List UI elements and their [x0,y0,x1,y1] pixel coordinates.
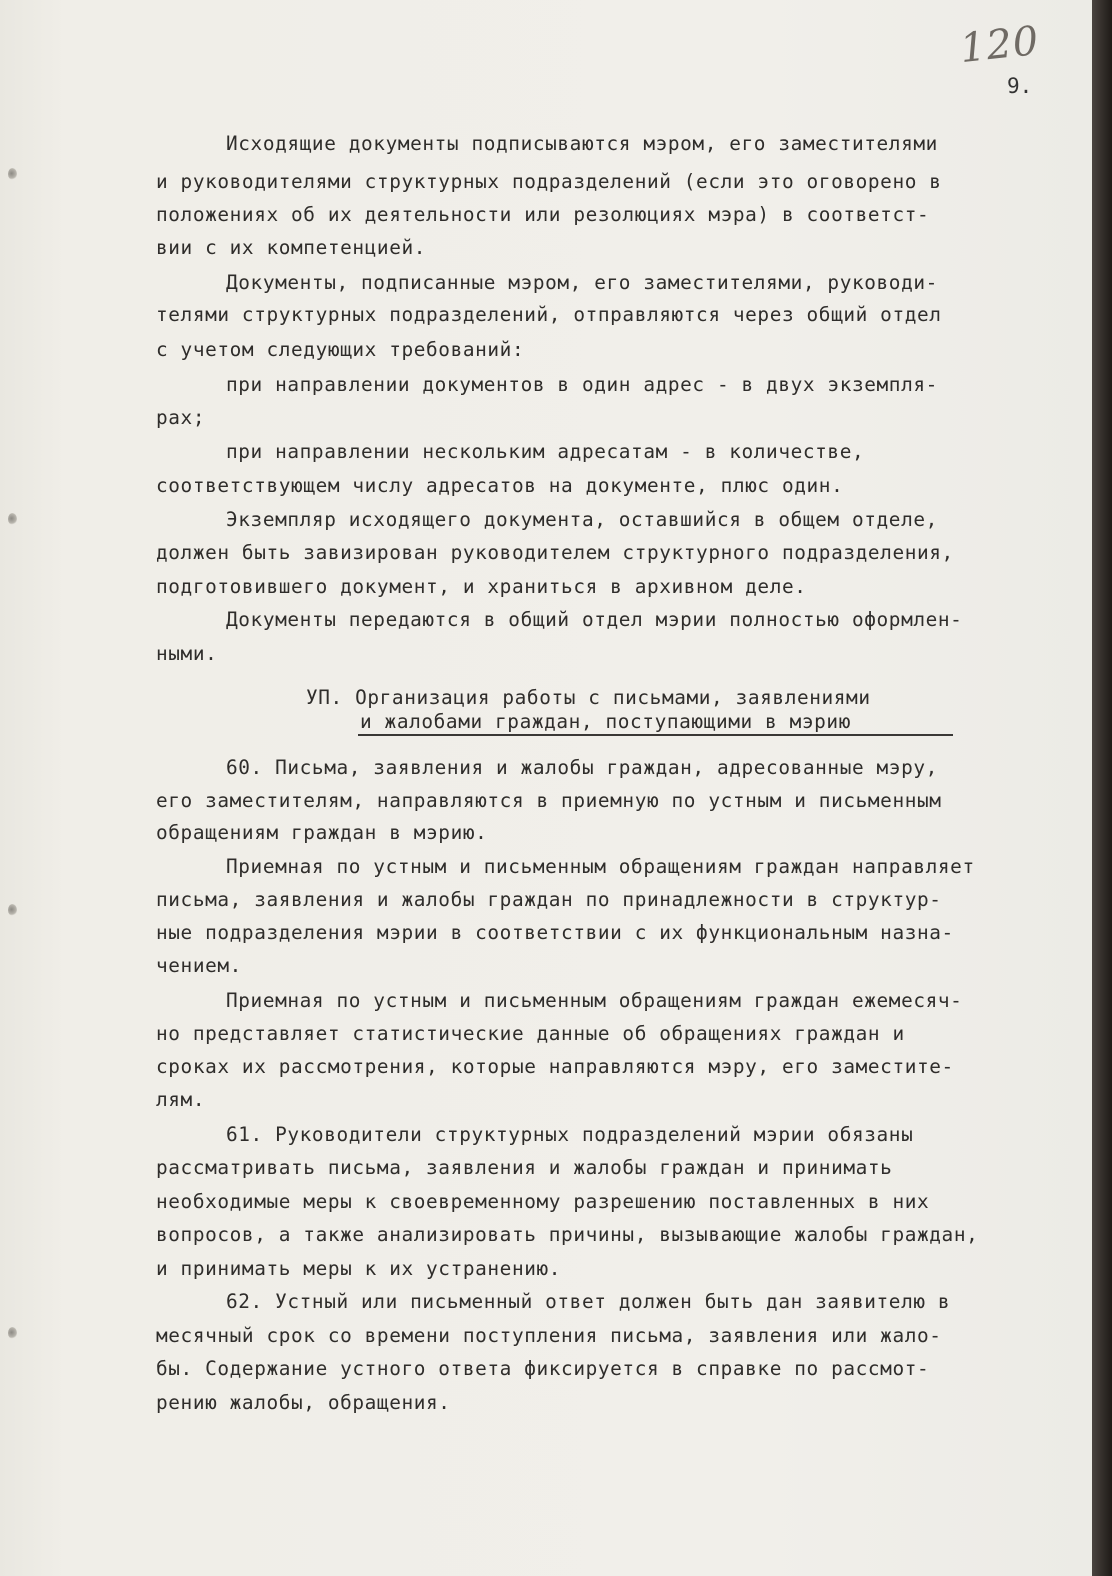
text-line: письма, заявления и жалобы граждан по принадлежности в структур- [156,888,942,911]
text-line: его заместителям, направляются в приемную по устным и письменным [156,789,942,812]
text-line: при направлении нескольким адресатам - в количестве, [226,440,865,463]
text-line: Приемная по устным и письменным обращениям граждан ежемесяч- [226,989,963,1012]
text-line: 60. Письма, заявления и жалобы граждан, адресованные мэру, [226,756,938,779]
punch-hole [8,904,17,916]
text-line: Документы, подписанные мэром, его заместителями, руководи- [226,271,938,294]
text-line: при направлении документов в один адрес - в двух экземпля- [226,373,938,396]
text-line: обращениям граждан в мэрию. [156,821,488,844]
text-line: рению жалобы, обращения. [156,1391,451,1414]
text-line: необходимые меры к своевременному разрешению поставленных в них [156,1190,930,1213]
punch-hole [8,168,17,180]
text-line: но представляет статистические данные об обращениях граждан и [156,1022,905,1045]
text-line: и принимать меры к их устранению. [156,1257,562,1280]
text-line: Экземпляр исходящего документа, оставшийся в общем отделе, [226,508,938,531]
section-heading-subline: и жалобами граждан, поступающими в мэрию [360,710,851,733]
text-line: подготовившего документ, и храниться в архивном деле. [156,575,807,598]
text-line: ными. [156,642,218,665]
text-line: Приемная по устным и письменным обращениям граждан направляет [226,855,975,878]
text-line: Документы передаются в общий отдел мэрии полностью оформлен- [226,608,963,631]
heading-underline [358,734,953,736]
punch-hole [8,513,17,525]
text-line: 62. Устный или письменный ответ должен быть дан заявителю в [226,1290,951,1313]
text-line: соответствующем числу адресатов на документе, плюс один. [156,474,844,497]
section-heading: УП. Организация работы с письмами, заявлениями [306,686,871,709]
text-line: чением. [156,954,242,977]
text-line: положениях об их деятельности или резолюциях мэра) в соответст- [156,203,930,226]
text-line: сроках их рассмотрения, которые направляются мэру, его заместите- [156,1055,954,1078]
punch-hole [8,1327,17,1339]
text-line: рах; [156,406,206,429]
text-line: ные подразделения мэрии в соответствии с их функциональным назна- [156,921,954,944]
text-line: Исходящие документы подписываются мэром, его заместителями [226,132,938,155]
text-line: лям. [156,1088,206,1111]
text-line: рассматривать письма, заявления и жалобы граждан и принимать [156,1156,893,1179]
text-line: с учетом следующих требований: [156,338,525,361]
text-line: вии с их компетенцией. [156,236,427,259]
page-number: 9. [1007,74,1033,98]
text-line: месячный срок со времени поступления письма, заявления или жало- [156,1324,942,1347]
archive-number: 120 [957,17,1042,73]
text-line: бы. Содержание устного ответа фиксируется в справке по рассмот- [156,1357,930,1380]
text-line: телями структурных подразделений, отправляются через общий отдел [156,303,942,326]
text-line: и руководителями структурных подразделений (если это оговорено в [156,170,942,193]
text-line: вопросов, а также анализировать причины, вызывающие жалобы граждан, [156,1223,979,1246]
text-line: 61. Руководители структурных подразделений мэрии обязаны [226,1123,914,1146]
text-line: должен быть завизирован руководителем структурного подразделения, [156,541,954,564]
page-edge-shadow [1092,0,1112,1576]
